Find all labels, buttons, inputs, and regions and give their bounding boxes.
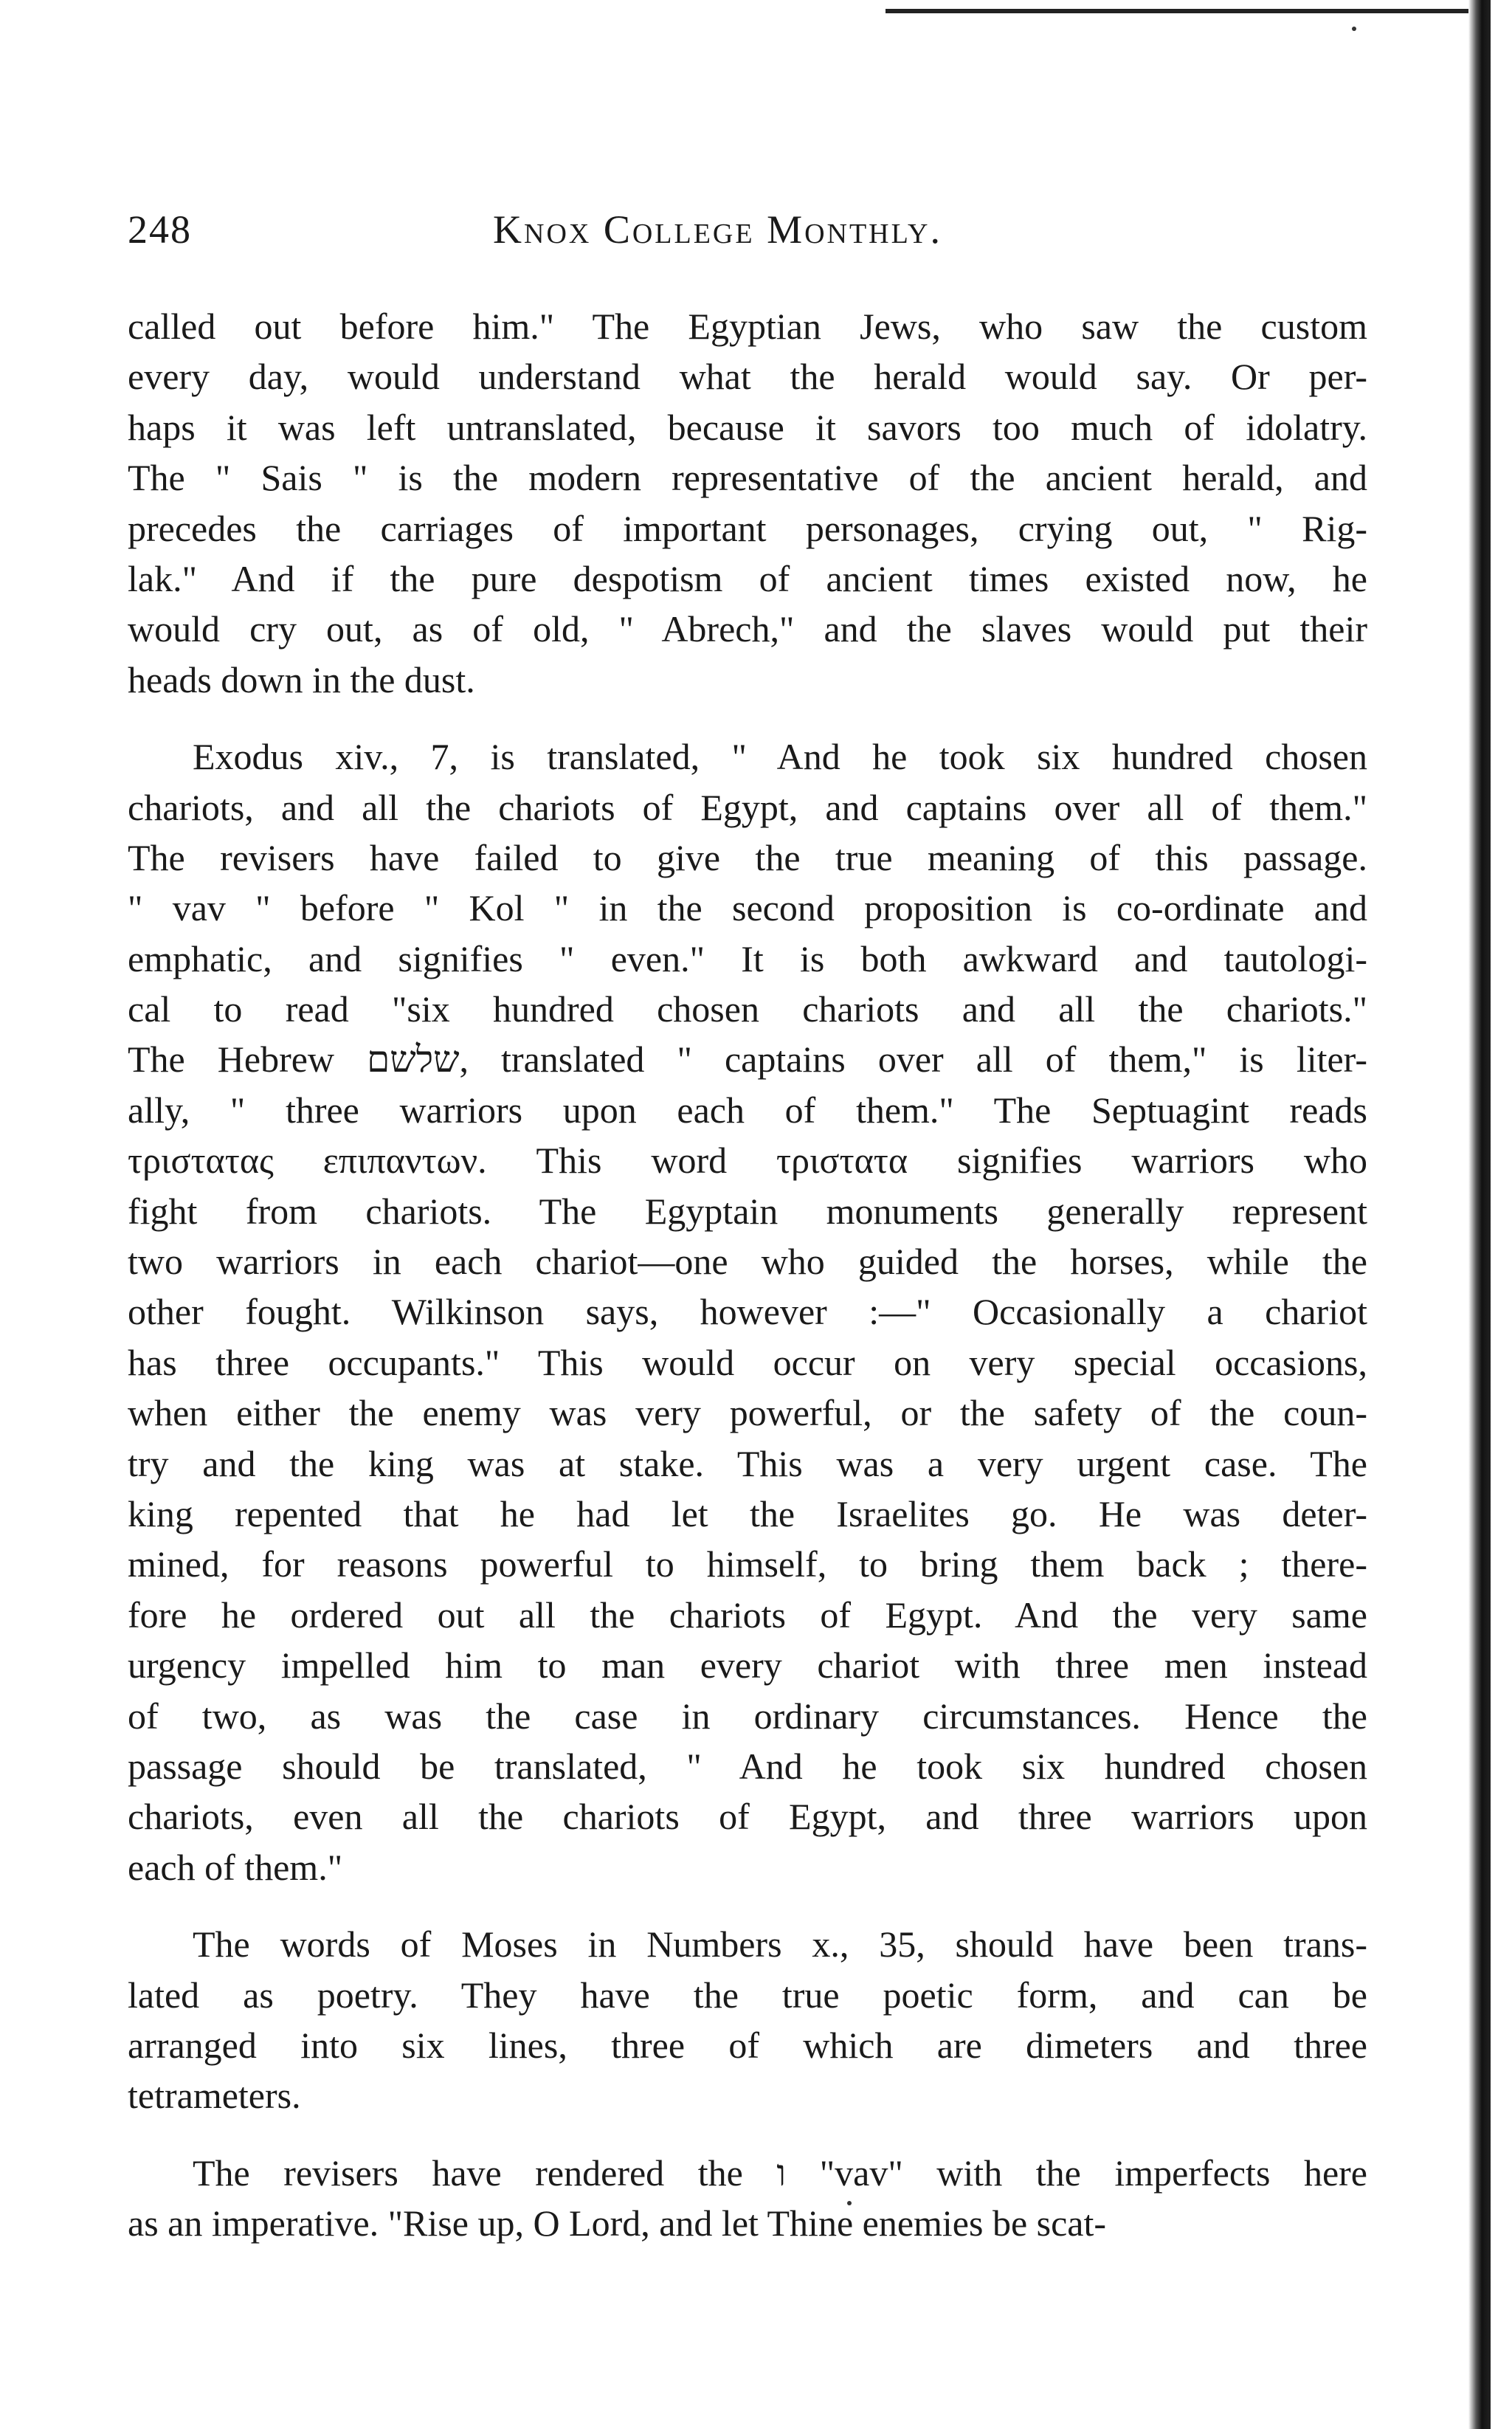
text-line: king repented that he had let the Israelites go. He was deter- — [128, 1492, 1367, 1534]
print-speck — [1352, 27, 1356, 31]
paragraph-gap — [128, 2121, 1367, 2148]
text-line: as an imperative. "Rise up, O Lord, and let Thine enemies be scat- — [128, 2202, 1107, 2244]
text-line: each of them." — [128, 1846, 343, 1888]
text-line: τριστατας επιπαντων. This word τριστατα signifies warriors who — [128, 1140, 1367, 1182]
paragraph — [128, 2148, 1367, 2249]
text-line: of two, as was the case in ordinary circumstances. Hence the — [128, 1695, 1367, 1737]
text-line: arranged into six lines, three of which are dimeters and three — [128, 2024, 1367, 2066]
text-line: fight from chariots. The Egyptain monuments generally represent — [128, 1190, 1367, 1232]
text-line: chariots, and all the chariots of Egypt, and captains over all of them." — [128, 786, 1367, 828]
text-line: Exodus xiv., 7, is translated, " And he took six hundred chosen — [193, 736, 1367, 778]
text-line: try and the king was at stake. This was a very urgent case. The — [128, 1442, 1367, 1484]
text-line: every day, would understand what the herald would say. Or per- — [128, 356, 1367, 398]
text-line: passage should be translated, " And he took six hundred chosen — [128, 1745, 1367, 1787]
paragraph — [128, 301, 1367, 705]
page-number: 248 — [128, 207, 192, 252]
text-line: two warriors in each chariot—one who guided the horses, while the — [128, 1241, 1367, 1283]
body-text — [128, 301, 1367, 2248]
text-line: chariots, even all the chariots of Egypt, and three warriors upon — [128, 1796, 1367, 1838]
text-line: cal to read "six hundred chosen chariots and all the chariots." — [128, 988, 1367, 1030]
text-line: urgency impelled him to man every chariot with three men instead — [128, 1644, 1367, 1686]
paragraph-gap — [128, 1892, 1367, 1919]
text-line: lated as poetry. They have the true poetic form, and can be — [128, 1974, 1367, 2016]
text-line: lak." And if the pure despotism of ancient times existed now, he — [128, 557, 1367, 599]
text-line: " vav " before " Kol " in the second proposition is co-ordinate and — [128, 887, 1367, 929]
text-line: The Hebrew שלשם, translated " captains over all of them," is liter- — [128, 1038, 1367, 1081]
text-line: The revisers have rendered the ו "vav" with the imperfects here — [193, 2151, 1367, 2194]
text-line: The words of Moses in Numbers x., 35, should have been trans- — [193, 1923, 1367, 1965]
text-line: ally, " three warriors upon each of them." The Septuagint reads — [128, 1089, 1367, 1131]
text-line: would cry out, as of old, " Abrech," and the slaves would put their — [128, 608, 1367, 650]
text-line: haps it was left untranslated, because it savors too much of idolatry. — [128, 406, 1367, 448]
paragraph — [128, 1919, 1367, 2121]
text-line: tetrameters. — [128, 2075, 301, 2117]
text-line: mined, for reasons powerful to himself, to bring them back ; there- — [128, 1543, 1367, 1585]
text-line: heads down in the dust. — [128, 658, 475, 700]
page-edge-shadow — [1468, 0, 1491, 2429]
text-line: emphatic, and signifies " even." It is both awkward and tautologi- — [128, 937, 1367, 979]
text-line: other fought. Wilkinson says, however :—" Occasionally a chariot — [128, 1291, 1367, 1333]
text-line: The " Sais " is the modern representative of the ancient herald, and — [128, 457, 1367, 499]
text-line: has three occupants." This would occur on very special occasions, — [128, 1341, 1367, 1383]
paragraph — [128, 731, 1367, 1892]
text-line: precedes the carriages of important personages, crying out, " Rig- — [128, 507, 1367, 549]
running-head: Knox College Monthly. — [493, 207, 942, 252]
text-line: called out before him." The Egyptian Jews, who saw the custom — [128, 306, 1367, 347]
page-header — [128, 207, 1367, 266]
paragraph-gap — [128, 705, 1367, 731]
text-line: The revisers have failed to give the true meaning of this passage. — [128, 836, 1367, 878]
text-line: when either the enemy was very powerful, or the safety of the coun- — [128, 1392, 1367, 1434]
text-line: fore he ordered out all the chariots of Egypt. And the very same — [128, 1594, 1367, 1636]
top-rule — [886, 9, 1476, 13]
